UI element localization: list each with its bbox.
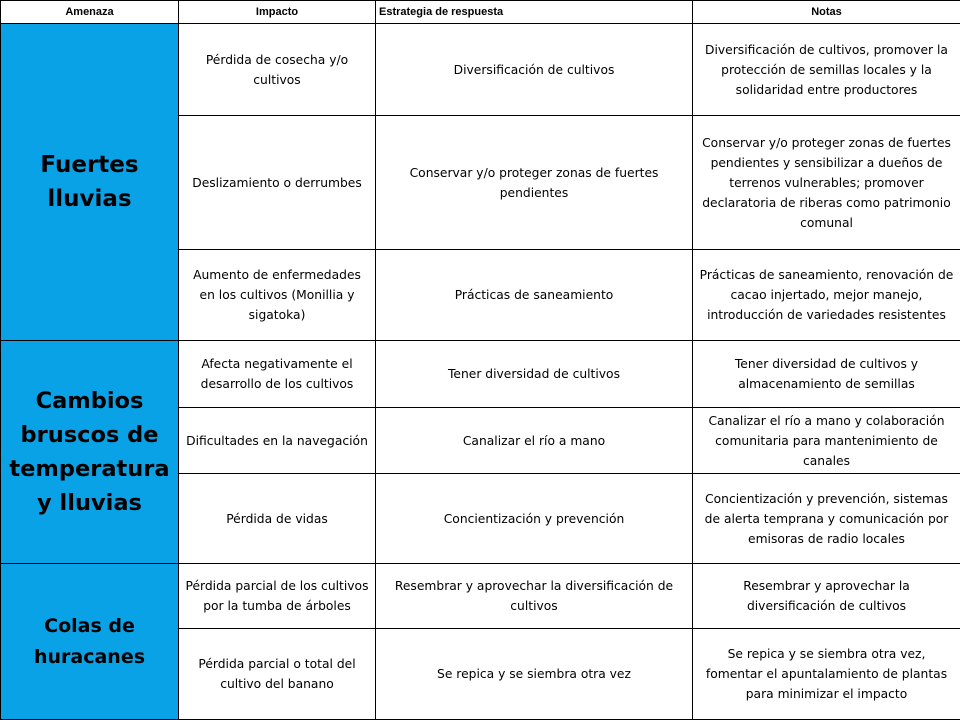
- threat-cell-heavy-rain: [1, 24, 179, 341]
- header-impact: Impacto: [179, 1, 376, 24]
- header-row: [1, 1, 960, 24]
- strategy-cell: Diversificación de cultivos: [376, 24, 693, 116]
- strategy-cell: Prácticas de saneamiento: [376, 250, 693, 341]
- impact-cell: Pérdida parcial o total del cultivo del banano: [179, 629, 376, 720]
- threat-label: Colas de huracanes: [33, 614, 146, 668]
- table-row: [1, 341, 960, 408]
- strategy-cell: Se repica y se siembra otra vez: [376, 629, 693, 720]
- header-threat: Amenaza: [1, 1, 179, 24]
- impact-cell: Dificultades en la navegación: [179, 408, 376, 474]
- threat-cell-hurricane-tails: [1, 564, 179, 720]
- strategy-cell: Concientización y prevención: [376, 474, 693, 564]
- notes-cell: Canalizar el río a mano y colaboración comunitaria para mantenimiento de canales: [693, 408, 960, 474]
- impact-cell: Pérdida de vidas: [179, 474, 376, 564]
- notes-cell: Conservar y/o proteger zonas de fuertes pendientes y sensibilizar a dueños de terrenos vulnerables; promover declaratoria de riberas como patrimonio comunal: [693, 116, 960, 250]
- strategy-cell: Tener diversidad de cultivos: [376, 341, 693, 408]
- threat-cell-temperature-changes: [1, 341, 179, 564]
- header-notes: Notas: [693, 1, 960, 24]
- notes-cell: Concientización y prevención, sistemas de alerta temprana y comunicación por emisoras de radio locales: [693, 474, 960, 564]
- threat-label: Cambios bruscos de temperatura y lluvias: [9, 388, 170, 516]
- strategy-cell: Resembrar y aprovechar la diversificación de cultivos: [376, 564, 693, 629]
- header-strategy: Estrategia de respuesta: [376, 1, 693, 24]
- impact-cell: Pérdida de cosecha y/o cultivos: [179, 24, 376, 116]
- impact-cell: Afecta negativamente el desarrollo de los cultivos: [179, 341, 376, 408]
- strategy-cell: Conservar y/o proteger zonas de fuertes pendientes: [376, 116, 693, 250]
- impact-cell: Pérdida parcial de los cultivos por la tumba de árboles: [179, 564, 376, 629]
- notes-cell: Tener diversidad de cultivos y almacenamiento de semillas: [693, 341, 960, 408]
- impact-cell: Deslizamiento o derrumbes: [179, 116, 376, 250]
- strategy-cell: Canalizar el río a mano: [376, 408, 693, 474]
- table-row: [1, 564, 960, 629]
- notes-cell: Prácticas de saneamiento, renovación de cacao injertado, mejor manejo, introducción de variedades resistentes: [693, 250, 960, 341]
- notes-cell: Diversificación de cultivos, promover la protección de semillas locales y la solidaridad entre productores: [693, 24, 960, 116]
- table-row: [1, 24, 960, 116]
- notes-cell: Se repica y se siembra otra vez, fomentar el apuntalamiento de plantas para minimizar el impacto: [693, 629, 960, 720]
- notes-cell: Resembrar y aprovechar la diversificación de cultivos: [693, 564, 960, 629]
- impact-cell: Aumento de enfermedades en los cultivos (Monillia y sigatoka): [179, 250, 376, 341]
- threat-label: Fuertes lluvias: [40, 152, 139, 212]
